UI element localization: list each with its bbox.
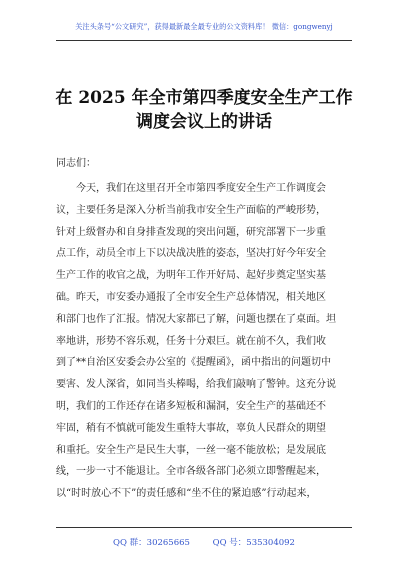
- body-line: 生产工作的收官之战，为明年工作开好局、起好步奠定坚实基: [56, 270, 326, 282]
- body-line: 以“时时放心不下”的责任感和“坐不住的紧迫感”行动起来，: [56, 488, 317, 500]
- footer-qq-group: QQ 群：30265665: [113, 538, 190, 548]
- body-line: 础。昨天，市安委办通报了全市安全生产总体情况，相关地区: [56, 291, 326, 303]
- body-line: 明，我们的工作还存在诸多短板和漏洞，安全生产的基础还不: [56, 400, 326, 412]
- body-line: 牢固，稍有不慎就可能发生重特大事故，辜负人民群众的期望: [56, 422, 326, 434]
- body-line: 和重托。安全生产是民生大事，一丝一毫不能放松；是发展底: [56, 444, 326, 456]
- body-line: 要害、发人深省，如同当头棒喝，给我们敲响了警钟。这充分说: [56, 379, 336, 391]
- body-line: 议，主要任务是深入分析当前我市安全生产面临的严峻形势，: [56, 204, 326, 216]
- body-line: 和部门也作了汇报。情况大家都已了解，问题也摆在了桌面。坦: [56, 313, 336, 325]
- document-title: [0, 86, 408, 134]
- footer-divider: [56, 527, 352, 528]
- footer-qq-number: QQ 号：535304092: [212, 538, 295, 548]
- header-divider: [56, 40, 352, 41]
- body-line: 今天，我们在这里召开全市第四季度安全生产工作调度会: [76, 183, 326, 194]
- salutation: 同志们：: [56, 158, 96, 169]
- body-line: 到了**自治区安委会办公室的《提醒函》，函中指出的问题切中: [56, 357, 331, 369]
- body-line: 针对上级督办和自身排查发现的突出问题，研究部署下一步重: [56, 226, 326, 238]
- body-line: 点工作，动员全市上下以决战决胜的姿态，坚决打好今年安全: [56, 248, 326, 260]
- page-footer: [0, 536, 408, 548]
- title-line-1: 在 2025 年全市第四季度安全生产工作: [55, 88, 353, 108]
- title-line-2: 调度会议上的讲话: [136, 112, 272, 132]
- page-header-promo: 关注头条号“公文研究”，获得最新最全最专业的公文资料库！ 微信：gongwenyj: [75, 22, 333, 31]
- document-body: [56, 178, 356, 505]
- body-line: 率地讲，形势不容乐观，任务十分艰巨。就在前不久，我们收: [56, 335, 326, 347]
- body-line: 线，一步一寸不能退让。全市各级各部门必须立即警醒起来，: [56, 466, 326, 478]
